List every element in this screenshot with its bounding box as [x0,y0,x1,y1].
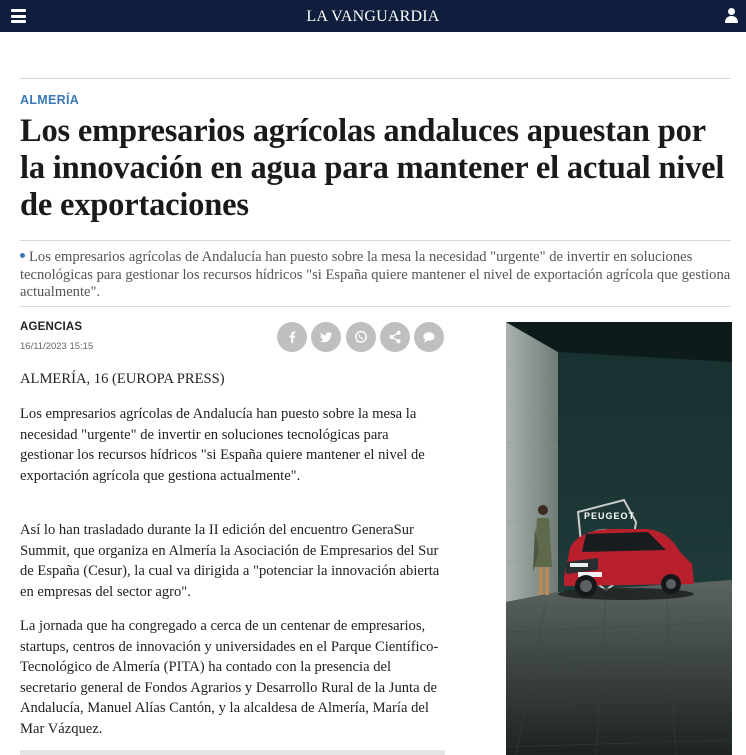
related-content-strip [20,750,445,755]
article-dateline: ALMERÍA, 16 (EUROPA PRESS) [20,371,225,387]
summary-bullet-icon [20,253,25,258]
hamburger-menu-icon[interactable] [11,9,26,23]
article-headline: Los empresarios agrícolas andaluces apuestan por la innovación en agua para mantener el actual nivel de exportaciones [20,113,725,223]
top-divider [20,78,731,79]
share-icon [387,329,403,345]
article-summary [20,249,736,302]
section-link[interactable]: ALMERÍA [20,93,80,107]
site-logo[interactable]: LA VANGUARDIA [306,8,440,25]
share-twitter-button[interactable] [311,322,341,352]
summary-text: Los empresarios agrícolas de Andalucía han puesto sobre la mesa la necesidad "urgente" de invertir en soluciones tecnológicas para gestionar los recursos hídricos "si España quiere mantener el nivel de exportación agrícola que gestiona actualmente". [20,249,731,300]
comments-icon [421,329,437,345]
share-facebook-button[interactable] [277,322,307,352]
article-date: 16/11/2023 15:15 [20,341,94,352]
article-paragraph: Así lo han trasladado durante la II edición del encuentro GeneraSur Summit, que organiza en Almería la Asociación de Empresarios del Sur de España (Cesur), la cual va dirigida a "potenciar la innovación abierta en empresas del sector agro". [20,522,440,600]
comments-button[interactable] [414,322,444,352]
whatsapp-icon [353,329,369,345]
top-navigation-bar [0,0,746,32]
article-paragraph: La jornada que ha congregado a cerca de un centenar de empresarios, startups, centros de innovación y universidades en el Parque Científico-Tecnológico de Almería (PITA) ha contado con la presencia del secretario general de Fondos Agrarios y Desarrollo Rural de la Junta de Andalucía, Manuel Alías Cantón, y la alcaldesa de Almería, María del Mar Vázquez. [20,618,439,737]
ad-brand-text: PEUGEOT [584,511,636,521]
share-whatsapp-button[interactable] [346,322,376,352]
facebook-icon [284,329,300,345]
ad-car-scene-image [506,322,732,755]
user-icon[interactable] [725,8,738,24]
article-author: AGENCIAS [20,321,83,333]
article-paragraph: Los empresarios agrícolas de Andalucía han puesto sobre la mesa la necesidad "urgente" de invertir en soluciones tecnológicas para gestionar los recursos hídricos "si España quiere mantener el nivel de exportación agrícola que gestiona actualmente". [20,406,425,484]
peugeot-advertisement[interactable] [506,322,732,755]
share-generic-button[interactable] [380,322,410,352]
twitter-icon [318,329,334,345]
summary-bottom-divider [20,306,731,307]
summary-top-divider [20,240,731,241]
